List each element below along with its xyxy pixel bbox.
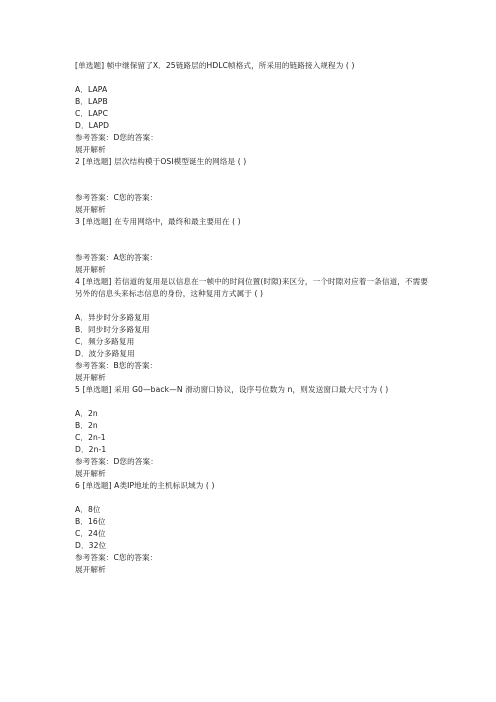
question-3-stem: 3 [单选题] 在专用网络中，最终和最主要用在 ( ): [75, 217, 241, 226]
question-1-answer: 参考答案：D您的答案：: [75, 133, 158, 142]
question-4-option-c[interactable]: C．频分多路复用: [75, 337, 135, 346]
question-3: [75, 216, 435, 276]
question-4-option-b[interactable]: B．同步时分多路复用: [75, 325, 150, 334]
question-2-options-area: [75, 168, 435, 192]
question-2-expand-link[interactable]: 展开解析: [75, 205, 106, 214]
question-1-options: [75, 84, 435, 132]
question-5-expand-link[interactable]: 展开解析: [75, 469, 106, 478]
question-2-answer: 参考答案：C您的答案：: [75, 193, 158, 202]
question-6-options: [75, 504, 435, 552]
question-4-option-a[interactable]: A．异步时分多路复用: [75, 313, 150, 322]
question-list: [75, 60, 435, 576]
question-1-expand-link[interactable]: 展开解析: [75, 145, 106, 154]
question-6-expand-link[interactable]: 展开解析: [75, 565, 106, 574]
question-2-stem: 2 [单选题] 层次结构模于OSI模型诞生的网络是 ( ): [75, 157, 247, 166]
question-6-stem: 6 [单选题] A类IP地址的主机标识域为 ( ): [75, 481, 215, 490]
question-5-options: [75, 408, 435, 456]
question-6-option-a[interactable]: A．8位: [75, 505, 101, 514]
question-5: [75, 384, 435, 480]
question-4-answer: 参考答案：B您的答案：: [75, 361, 158, 370]
question-1-option-d[interactable]: D．LAPD: [75, 121, 110, 130]
question-1-option-b[interactable]: B．LAPB: [75, 97, 108, 106]
question-3-answer: 参考答案：A您的答案：: [75, 253, 158, 262]
question-3-options-area: [75, 228, 435, 252]
question-4-expand-link[interactable]: 展开解析: [75, 373, 106, 382]
question-6-answer: 参考答案：C您的答案：: [75, 553, 158, 562]
question-5-option-b[interactable]: B．2n: [75, 421, 98, 430]
question-4-option-d[interactable]: D．波分多路复用: [75, 349, 135, 358]
question-5-stem: 5 [单选题] 采用 G0—back—N 滑动窗口协议，设序号位数为 n，则发送窗口最大尺寸为 ( ): [75, 385, 389, 394]
question-5-answer: 参考答案：D您的答案：: [75, 457, 158, 466]
question-3-expand-link[interactable]: 展开解析: [75, 265, 106, 274]
question-6: [75, 480, 435, 576]
question-6-option-b[interactable]: B．16位: [75, 517, 106, 526]
question-6-option-c[interactable]: C．24位: [75, 529, 106, 538]
question-1-option-a[interactable]: A．LAPA: [75, 85, 108, 94]
question-1-stem: [单选题] 帧中继保留了X．25链路层的HDLC帧格式，所采用的链路接入规程为 ( ): [75, 61, 355, 70]
question-6-option-d[interactable]: D．32位: [75, 541, 107, 550]
question-1: [75, 60, 435, 156]
question-2: [75, 156, 435, 216]
question-4-stem: 4 [单选题] 若信道的复用是以信息在一帧中的时间位置(时隙)来区分，一个时隙对应着一条信道，不需要另外的信息头来标志信息的身份，这种复用方式属于 ( ): [75, 277, 429, 298]
question-4: [75, 276, 435, 384]
question-5-option-d[interactable]: D．2n-1: [75, 445, 107, 454]
question-5-option-a[interactable]: A．2n: [75, 409, 98, 418]
question-1-option-c[interactable]: C．LAPC: [75, 109, 108, 118]
question-4-options: [75, 312, 435, 360]
question-5-option-c[interactable]: C．2n-1: [75, 433, 106, 442]
